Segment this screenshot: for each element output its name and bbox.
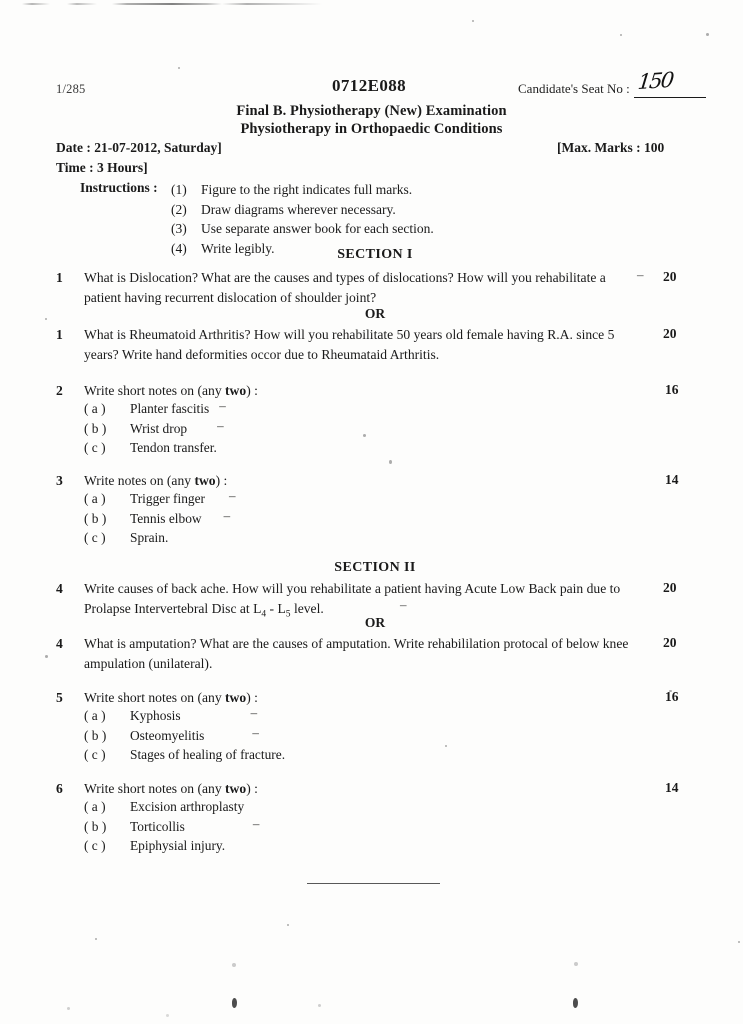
- question-text: Write short notes on (any two) :: [84, 781, 258, 796]
- date-line: Date : 21-07-2012, Saturday]: [56, 140, 222, 155]
- seat-no-label: Candidate's Seat No :: [518, 81, 630, 96]
- footer-divider-rule: [307, 883, 440, 884]
- exam-title-line-2: Physiotherapy in Orthopaedic Conditions: [240, 121, 503, 137]
- scan-speck: [318, 1004, 321, 1007]
- question-block: [56, 471, 616, 491]
- subitem-tag: ( c ): [84, 838, 106, 853]
- question-text: What is Dislocation? What are the causes and types of dislocations? How will you rehabilitate a patient having recurrent dislocation of shoulder joint?: [84, 270, 606, 305]
- subitem-text: Excision arthroplasty: [130, 799, 245, 814]
- scan-artifact-top-line: [22, 3, 322, 5]
- subitem-tag: ( c ): [84, 440, 106, 455]
- subitem: [84, 836, 476, 856]
- subitem-text: Tennis elbow: [130, 510, 202, 526]
- scan-speck: [472, 20, 474, 22]
- question-number: 5: [56, 690, 63, 705]
- subitem-tag: ( a ): [84, 491, 106, 506]
- subitem-text: Trigger finger: [130, 491, 206, 506]
- subitem: [84, 706, 476, 726]
- scan-speck: [166, 1014, 169, 1017]
- seat-no-handwritten-value: 150: [636, 67, 674, 95]
- instruction-number: (1): [171, 182, 187, 197]
- question-marks: 20: [663, 635, 677, 650]
- question-text: What is amputation? What are the causes of amputation. Write rehabililation protocal of below knee ampulation (unilateral).: [84, 636, 629, 671]
- subitem-text: Tendon transfer.: [130, 440, 217, 455]
- instruction-number: (3): [171, 221, 187, 236]
- question-text: What is Rheumatoid Arthritis? How will you rehabilitate 50 years old female having R.A. since 5 years? Write hand deformities occor due to Rheumataid Arthritis.: [84, 327, 615, 362]
- question-number: 1: [56, 270, 63, 285]
- subitem: [84, 509, 456, 529]
- subitem: [84, 797, 476, 817]
- subitem: [84, 419, 456, 439]
- question-number: 4: [56, 581, 63, 596]
- question-marks: 20: [663, 269, 677, 284]
- scan-speck: [389, 460, 392, 464]
- question-number: 3: [56, 473, 63, 488]
- instruction-text: Figure to the right indicates full marks.: [201, 182, 413, 197]
- paper-code: 0712E088: [332, 76, 407, 95]
- question-text: Write notes on (any two) :: [84, 473, 228, 488]
- question-number: 2: [56, 383, 63, 398]
- question-subitems: [56, 797, 476, 856]
- question-marks: 14: [665, 472, 679, 487]
- instruction-item: [171, 200, 434, 220]
- question-number: 1: [56, 327, 63, 342]
- seat-no-field[interactable]: [518, 67, 706, 98]
- subitem-tag: ( b ): [84, 420, 107, 436]
- instruction-item: [171, 180, 434, 200]
- scan-speck: [45, 655, 48, 658]
- scan-blot: [232, 998, 237, 1008]
- question-text: Write causes of back ache. How will you rehabilitate a patient having Acute Low Back pain due to Prolapse Intervertebral Disc at $L_4 - L_5$ level.: [84, 581, 621, 620]
- instruction-text: Use separate answer book for each section.: [201, 221, 434, 236]
- stray-tick-mark: –: [229, 488, 236, 503]
- stray-dash-mark: –: [637, 267, 644, 282]
- question-marks: 14: [665, 780, 679, 795]
- question-block: [56, 634, 641, 673]
- question-number: 6: [56, 781, 63, 796]
- subitem-text: Sprain.: [130, 530, 169, 545]
- scan-speck: [738, 941, 740, 943]
- subitem-text: Wrist drop: [130, 420, 188, 436]
- scan-speck: [95, 938, 97, 940]
- section-heading-2: SECTION II: [334, 560, 416, 575]
- question-marks: 16: [665, 689, 679, 704]
- scan-speck: [178, 67, 180, 69]
- stray-tick-mark: –: [250, 705, 258, 720]
- scan-speck: [67, 1007, 70, 1010]
- question-block: [56, 688, 616, 708]
- subitem-text: Planter fascitis: [130, 401, 210, 416]
- instruction-number: (2): [171, 201, 187, 217]
- subitem-text: Osteomyelitis: [130, 727, 205, 743]
- seat-no-underline[interactable]: [634, 67, 706, 98]
- subitem: [84, 438, 456, 458]
- subitem: [84, 726, 476, 746]
- scan-speck: [706, 33, 709, 36]
- scan-speck: [287, 924, 289, 926]
- stray-tick-mark: –: [217, 417, 224, 433]
- subitem-text: Kyphosis: [130, 708, 181, 723]
- subitem: [84, 745, 476, 765]
- subitem-tag: ( a ): [84, 708, 106, 723]
- stray-tick-mark: –: [223, 507, 231, 523]
- question-block: [56, 268, 641, 307]
- question-block: [56, 325, 648, 364]
- question-block: [56, 381, 616, 401]
- question-marks: 16: [665, 382, 679, 397]
- or-divider: OR: [364, 306, 386, 321]
- question-marks: 20: [663, 326, 677, 341]
- instruction-text: Write legibly.: [201, 240, 275, 256]
- stray-tick-mark: –: [252, 724, 259, 740]
- subitem: [84, 399, 456, 419]
- stray-tick-mark: –: [252, 815, 260, 831]
- stray-dash-mark: –: [400, 597, 407, 612]
- question-subitems: [56, 706, 476, 765]
- subitem-text: Torticollis: [130, 818, 185, 834]
- subitem-tag: ( c ): [84, 747, 106, 762]
- instruction-item: [171, 219, 434, 239]
- page-code: 1/285: [56, 82, 86, 96]
- subitem-text: Stages of healing of fracture.: [130, 747, 286, 762]
- subitem-text: Epiphysial injury.: [130, 838, 226, 853]
- question-text: Write short notes on (any two) :: [84, 690, 258, 705]
- subitem-tag: ( b ): [84, 818, 107, 834]
- instruction-text: Draw diagrams wherever necessary.: [201, 201, 396, 217]
- question-text: Write short notes on (any two) :: [84, 383, 258, 398]
- question-number: 4: [56, 636, 63, 651]
- max-marks-line: [Max. Marks : 100: [557, 140, 665, 155]
- subitem: [84, 489, 456, 509]
- scan-speck: [574, 962, 578, 966]
- question-subitems: [56, 489, 456, 548]
- subitem-tag: ( c ): [84, 530, 106, 545]
- stray-tick-mark: –: [219, 398, 226, 413]
- scan-blot: [573, 998, 578, 1008]
- or-divider: OR: [364, 615, 386, 630]
- exam-title-line-1: Final B. Physiotherapy (New) Examination: [236, 103, 507, 119]
- subitem: [84, 817, 476, 837]
- scan-speck: [620, 34, 622, 36]
- section-heading-1: SECTION I: [337, 247, 413, 262]
- subitem-tag: ( a ): [84, 401, 106, 416]
- question-block: [56, 779, 616, 799]
- question-subitems: [56, 399, 456, 458]
- subitem-tag: ( a ): [84, 799, 106, 814]
- scan-speck: [232, 963, 236, 967]
- question-marks: 20: [663, 580, 677, 595]
- subitem-tag: ( b ): [84, 510, 107, 526]
- subitem: [84, 528, 456, 548]
- subitem-tag: ( b ): [84, 727, 107, 743]
- instructions-label: Instructions :: [80, 180, 158, 195]
- instruction-number: (4): [171, 240, 187, 256]
- time-line: Time : 3 Hours]: [56, 160, 148, 175]
